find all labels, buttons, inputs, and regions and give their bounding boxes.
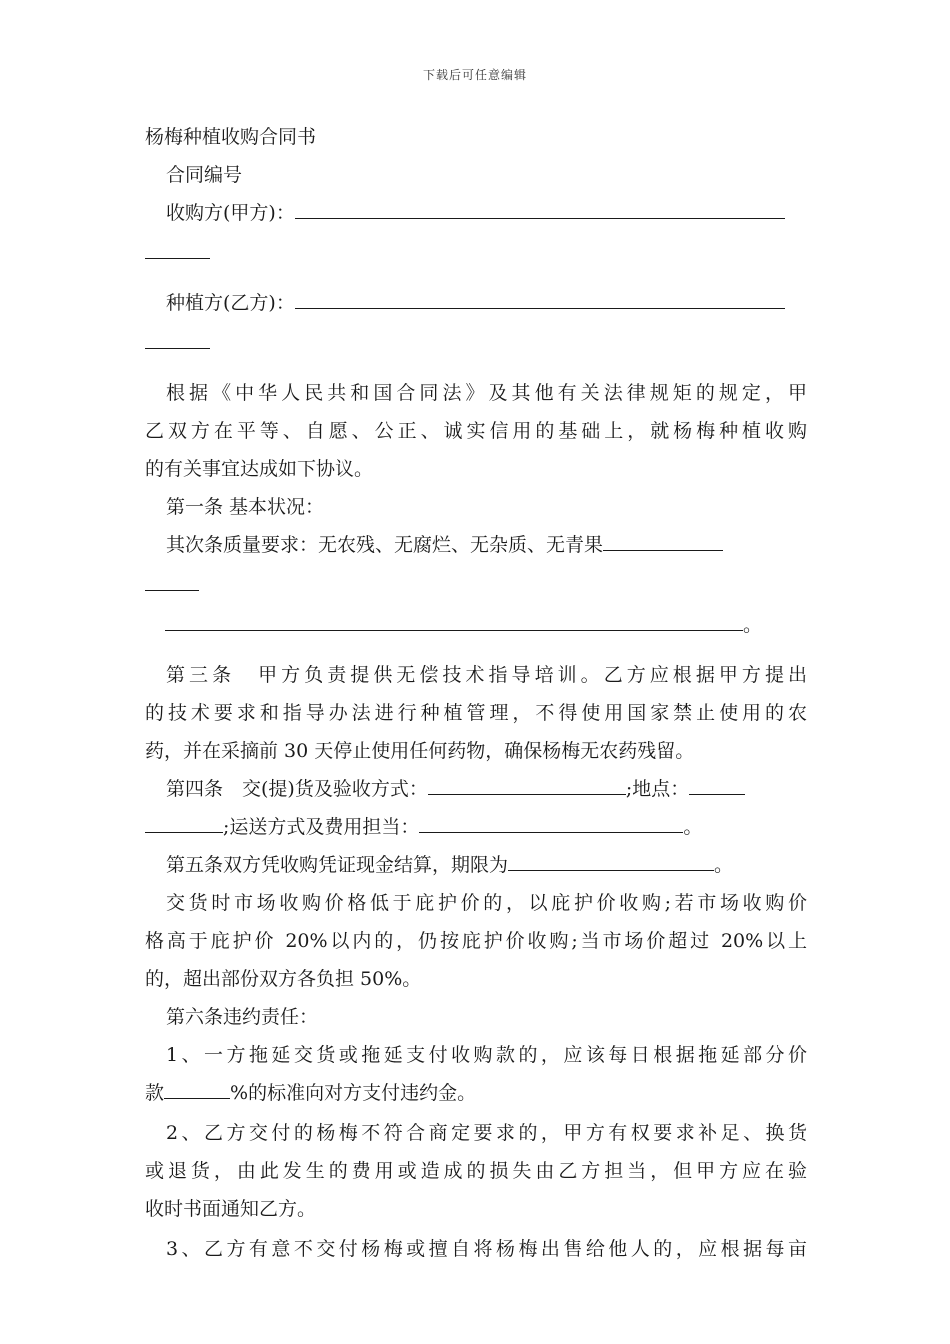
item-2-line: 2、乙方交付的杨梅不符合商定要求的，甲方有权要求补足、换货 xyxy=(166,1122,807,1144)
item-2-line: 收时书面通知乙方。 xyxy=(145,1198,317,1220)
article-2-text: 其次条质量要求：无农残、无腐烂、无杂质、无青果 xyxy=(166,534,604,556)
preamble-line: 根据《中华人民共和国合同法》及其他有关法律规矩的规定，甲 xyxy=(166,382,807,404)
grower-blank-cont xyxy=(145,324,210,349)
item-1-prefix: 款 xyxy=(145,1082,165,1104)
article-2-blank-cont-line xyxy=(145,566,807,604)
buyer-blank-cont xyxy=(145,234,210,259)
price-line: 交货时市场收购价格低于庇护价的，以庇护价收购;若市场收购价 xyxy=(166,892,807,914)
item-2-paragraph xyxy=(145,1114,807,1228)
article-5-blank xyxy=(508,846,714,871)
price-paragraph xyxy=(145,884,807,998)
contract-body xyxy=(145,118,807,1268)
article-5-end: 。 xyxy=(714,854,734,876)
contract-title: 杨梅种植收购合同书 xyxy=(145,126,317,148)
item-1-suffix: %的标准向对方支付违约金。 xyxy=(230,1082,477,1104)
page-header-note: 下载后可任意编辑 xyxy=(422,68,527,82)
article-4-label: 第四条 交(提)货及验收方式： xyxy=(166,778,428,800)
grower-line xyxy=(145,284,807,322)
price-line: 格高于庇护价 20%以内的，仍按庇护价收购;当市场价超过 20%以上 xyxy=(145,930,807,952)
grower-blank xyxy=(295,284,785,309)
buyer-line xyxy=(145,194,807,232)
article-5-line xyxy=(145,846,807,884)
buyer-label: 收购方(甲方)： xyxy=(166,202,295,224)
article-2-blank-cont xyxy=(145,566,199,591)
article-3-line: 的技术要求和指导办法进行种植管理，不得使用国家禁止使用的农 xyxy=(145,702,807,724)
grower-label: 种植方(乙方)： xyxy=(166,292,295,314)
buyer-blank-cont-line xyxy=(145,234,807,272)
item-2-line: 或退货，由此发生的费用或造成的损失由乙方担当，但甲方应在验 xyxy=(145,1160,807,1182)
article-4-place-blank xyxy=(689,770,745,795)
article-4-transport-label: ;运送方式及费用担当： xyxy=(223,816,420,838)
article-3-line: 第三条 甲方负责提供无偿技术指导培训。乙方应根据甲方提出 xyxy=(166,664,807,686)
article-4-end: 。 xyxy=(683,816,703,838)
article-2-end-line xyxy=(145,606,807,644)
article-2-end: 。 xyxy=(743,614,763,636)
contract-number-label: 合同编号 xyxy=(166,164,243,186)
buyer-blank xyxy=(295,194,785,219)
article-3-paragraph xyxy=(145,656,807,770)
preamble-line: 乙双方在平等、自愿、公正、诚实信用的基础上，就杨梅种植收购 xyxy=(145,420,807,442)
preamble-paragraph xyxy=(145,374,807,488)
article-4-method-blank xyxy=(428,770,626,795)
article-4-place-label: ;地点： xyxy=(625,778,690,800)
article-4-line xyxy=(145,770,807,808)
article-1: 第一条 基本状况： xyxy=(166,496,325,518)
item-1-paragraph xyxy=(145,1036,807,1112)
item-1-line-2 xyxy=(145,1074,807,1112)
article-3-line: 药，并在采摘前 30 天停止使用任何药物，确保杨梅无农药残留。 xyxy=(145,740,695,762)
item-3-line: 3、乙方有意不交付杨梅或擅自将杨梅出售给他人的，应根据每亩 xyxy=(166,1238,807,1260)
price-line: 的，超出部份双方各负担 50%。 xyxy=(145,968,422,990)
article-2-long-blank xyxy=(165,606,743,631)
article-2-line xyxy=(145,526,807,564)
article-5-text: 第五条双方凭收购凭证现金结算，期限为 xyxy=(166,854,509,876)
item-1-percent-blank xyxy=(164,1074,230,1099)
preamble-line: 的有关事宜达成如下协议。 xyxy=(145,458,374,480)
grower-blank-cont-line xyxy=(145,324,807,362)
article-6: 第六条违约责任： xyxy=(166,1006,319,1028)
item-1-line: 1、一方拖延交货或拖延支付收购款的，应该每日根据拖延部分价 xyxy=(166,1044,807,1066)
article-2-blank xyxy=(603,526,723,551)
article-4-place-blank-cont xyxy=(145,808,223,833)
article-4-cont-line xyxy=(145,808,807,846)
article-4-transport-blank xyxy=(419,808,683,833)
